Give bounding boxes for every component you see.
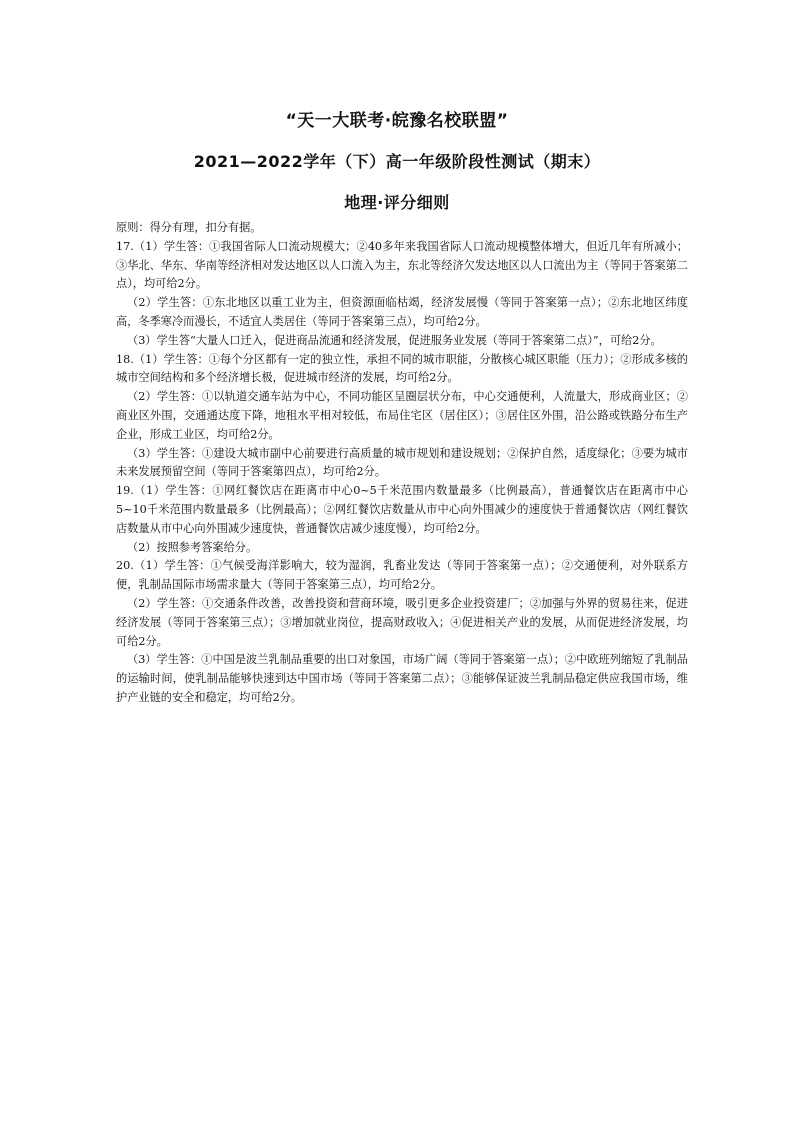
exam-subtitle: 2021—2022学年（下）高一年级阶段性测试（期末）: [193, 152, 601, 171]
q17-part1: 17.（1）学生答：①我国省际人口流动规模大；②40多年来我国省际人口流动规模整体增大，但近几年有所减小；③华北、华东、华南等经济相对发达地区以人口流入为主，东北等经济欠发达地区以人口流出为主（等同于答案第二点），均可给2分。: [116, 239, 688, 291]
q19-part1: 19.（1）学生答：①网红餐饮店在距离市中心0~5千米范围内数量最多（比例最高），普通餐饮店在距离市中心5~10千米范围内数量最多（比例最高）；②网红餐饮店数量从市中心向外围减少的速度快于普通餐饮店（网红餐饮店数量从市中心向外围减少速度快，普通餐饮店减少速度慢），均可给2分。: [116, 484, 688, 535]
q18-part3: （3）学生答：①建设大城市副中心前要进行高质量的城市规划和建设规划；②保护自然，适度绿化；③要为城市未来发展预留空间（等同于答案第四点），均可给2分。: [116, 446, 688, 479]
scoring-rules-body: [116, 219, 688, 708]
q20-part2: （2）学生答：①交通条件改善，改善投资和营商环境，吸引更多企业投资建厂；②加强与外界的贸易往来，促进经济发展（等同于答案第三点）；③增加就业岗位，提高财政收入；④促进相关产业的发展，从而促进经济发展，均可给2分。: [116, 596, 688, 648]
q17-part2: （2）学生答：①东北地区以重工业为主，但资源面临枯竭，经济发展慢（等同于答案第一点）；②东北地区纬度高，冬季寒冷而漫长，不适宜人类居住（等同于答案第三点），均可给2分。: [116, 296, 688, 328]
document-title: “天一大联考·皖豫名校联盟”: [285, 111, 509, 131]
subject-title: 地理·评分细则: [344, 193, 450, 212]
scoring-principle: 原则：得分有理，扣分有据。: [116, 221, 262, 234]
q18-part2: （2）学生答：①以轨道交通车站为中心，不同功能区呈圈层状分布，中心交通便利，人流量大，形成商业区；②商业区外围，交通通达度下降，地租水平相对较低，布局住宅区（居住区）；③居住区外围，沿公路或铁路分布生产企业，形成工业区，均可给2分。: [116, 390, 688, 441]
q18-part1: 18.（1）学生答：①每个分区都有一定的独立性，承担不同的城市职能，分散核心城区职能（压力）；②形成多核的城市空间结构和多个经济增长极，促进城市经济的发展，均可给2分。: [116, 352, 688, 385]
q20-part3: （3）学生答：①中国是波兰乳制品重要的出口对象国，市场广阔（等同于答案第一点）；②中欧班列缩短了乳制品的运输时间，使乳制品能够快速到达中国市场（等同于答案第二点）；③能够保证波兰乳制品稳定供应我国市场，维护产业链的安全和稳定，均可给2分。: [116, 653, 688, 704]
q20-part1: 20.（1）学生答：①气候受海洋影响大，较为湿润，乳畜业发达（等同于答案第一点）；②交通便利，对外联系方便，乳制品国际市场需求量大（等同于答案第三点），均可给2分。: [116, 559, 688, 592]
q19-part2: （2）按照参考答案给分。: [127, 540, 258, 554]
q17-part3: （3）学生答“大量人口迁入，促进商品流通和经济发展，促进服务业发展（等同于答案第二点）”，可给2分。: [127, 333, 662, 347]
